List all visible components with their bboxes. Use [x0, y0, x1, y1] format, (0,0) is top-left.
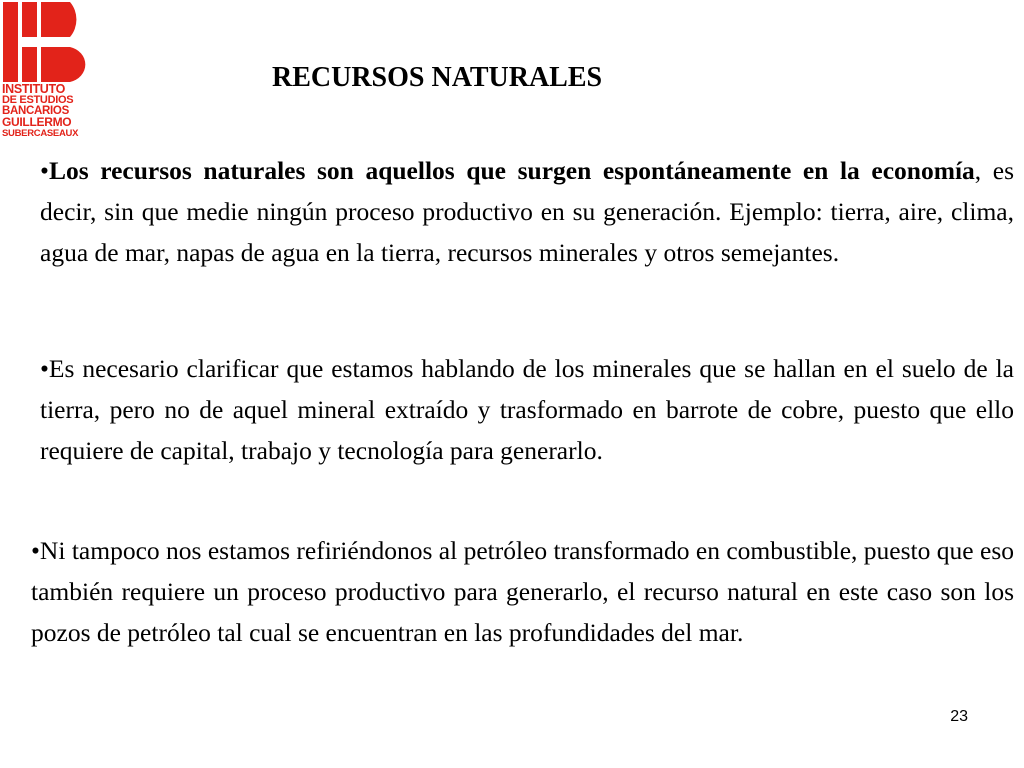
paragraph-minerals: •Es necesario clarificar que estamos hablando de los minerales que se hallan en el suelo de la tierra, pero no de aquel mineral extraído y trasformado en barrote de cobre, puesto que ello requiere de capital, trabajo y tecnología para generarlo. [40, 354, 1014, 465]
bullet: • [40, 156, 49, 185]
definition-bold-text: Los recursos naturales son aquellos que surgen espontáneamente en la economía [48, 156, 975, 185]
page-number: 23 [950, 708, 968, 725]
logo-line-1: INSTITUTO [2, 82, 66, 96]
definition-text: , es decir, sin que medie ningún proceso productivo en su generación. Ejemplo: tierra, aire, clima, agua de mar, napas de agua en la tierra, recursos minerales y otros semejantes. [40, 156, 1014, 267]
paragraph-definition [40, 150, 1014, 273]
logo-line-4: GUILLERMO [2, 115, 72, 129]
logo-line-5: SUBERCASEAUX [2, 128, 79, 139]
slide-title: RECURSOS NATURALES [272, 62, 603, 93]
logo-line-3: BANCARIOS [2, 105, 69, 117]
ieb-logo-mark-icon [0, 0, 120, 88]
logo-line-2: DE ESTUDIOS [2, 94, 74, 106]
paragraph-petroleum: •Ni tampoco nos estamos refiriéndonos al petróleo transformado en combustible, puesto que eso también requiere un proceso productivo para generarlo, el recurso natural en este caso son los pozos de petróleo tal cual se encuentran en las profundidades del mar. [31, 536, 1014, 647]
institute-logo [0, 0, 120, 145]
